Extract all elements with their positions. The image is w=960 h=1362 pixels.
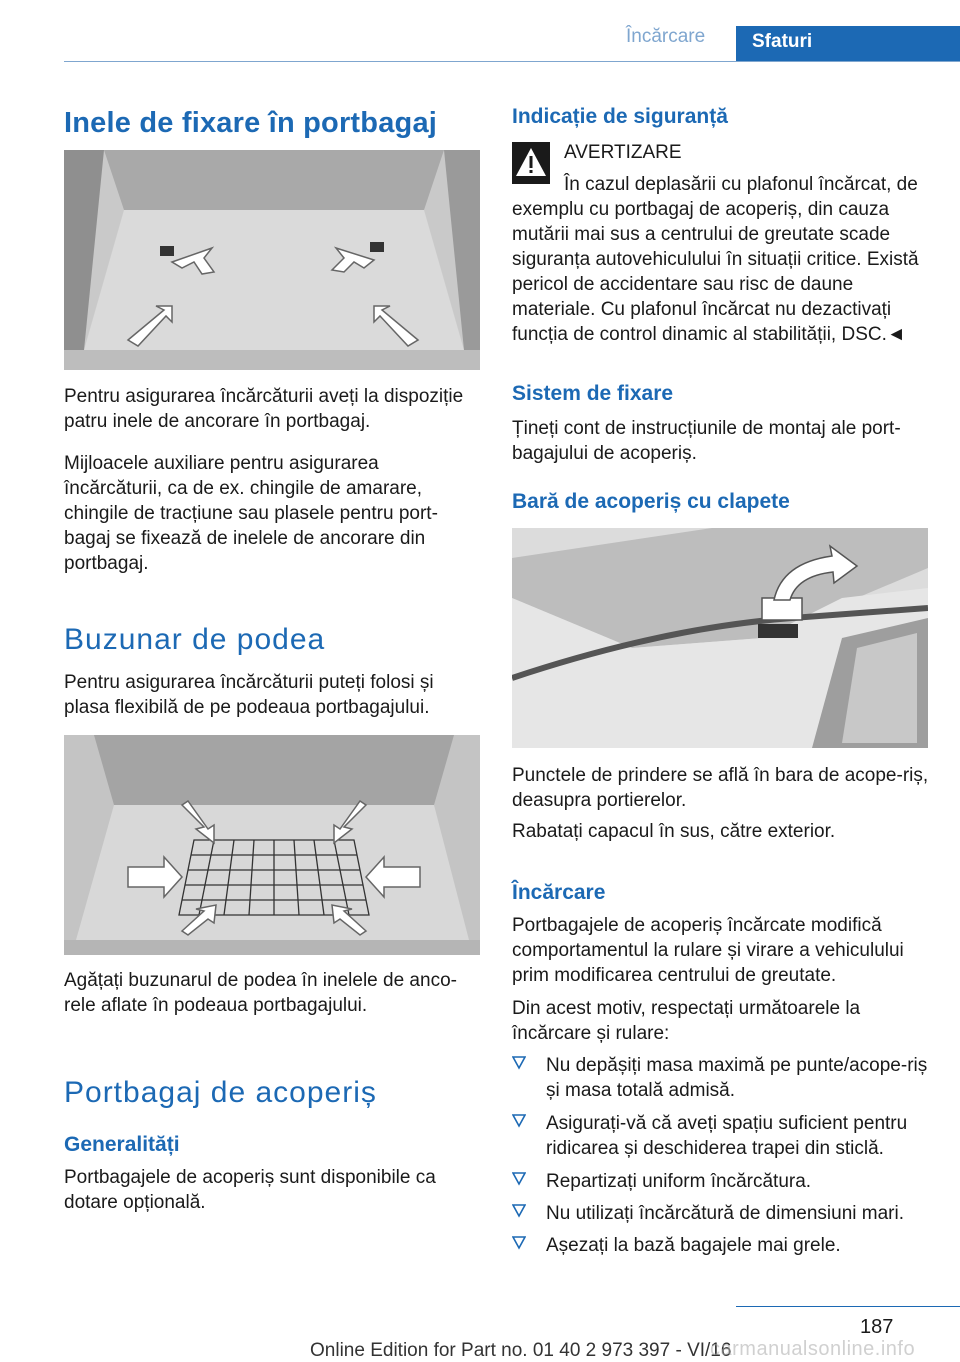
paragraph-loading-2: Din acest motiv, respectați următoarele la încărcare și rulare: <box>512 998 861 1044</box>
page-number: 187 <box>860 1316 894 1338</box>
floor-net-image <box>64 735 480 955</box>
footer-rule <box>736 1306 960 1307</box>
trunk-rings-image <box>64 150 480 370</box>
paragraph-fastening-system: Țineți cont de instrucțiunile de montaj ale port-bagajului de acoperiș. <box>512 418 901 464</box>
warning-text: În cazul deplasării cu plafonul încărcat, de exemplu cu portbagaj de acoperiș, din cauza mutării mai sus a centrului de greutate scade siguranța autovehiculului în situații critice. Există pericol de accidentare sau risc de daune materiale. Cu plafonul încărcat nu dezactivați funcția de control dinamic al stabilității, DSC.◄ <box>512 174 919 345</box>
list-item-text: Repartizați uniform încărcătura. <box>546 1171 812 1192</box>
heading-safety-note: Indicație de siguranță <box>512 105 728 128</box>
triangle-bullet-icon <box>512 1114 526 1128</box>
warning-label: AVERTIZARE <box>564 142 682 163</box>
heading-fastening-system: Sistem de fixare <box>512 382 674 405</box>
watermark-text: carmanualsonline.info <box>710 1338 916 1360</box>
paragraph-loading-1: Portbagajele de acoperiș încărcate modifică comportamentul la rulare și virare a vehiculului prim modificarea centrului de greutate. <box>512 915 904 986</box>
list-item-text: Asigurați-vă că aveți spațiu suficient pentru ridicarea și deschiderea trapei din sticlă. <box>546 1113 908 1159</box>
header-active-tab: Sfaturi <box>736 26 960 62</box>
triangle-bullet-icon <box>512 1172 526 1186</box>
paragraph-attach-points: Punctele de prindere se află în bara de acope-riș, deasupra portierelor. <box>512 765 929 811</box>
heading-roof-rack: Portbagaj de acoperiș <box>64 1076 377 1109</box>
paragraph-rings-intro: Pentru asigurarea încărcăturii aveți la dispoziție patru inele de ancorare în portbagaj. <box>64 386 464 432</box>
heading-roof-bar-flaps: Bară de acoperiș cu clapete <box>512 490 790 513</box>
edition-text: Online Edition for Part no. 01 40 2 973 397 - VI/16 <box>310 1340 732 1361</box>
title-tie-down-rings: Inele de fixare în portbagaj <box>64 107 438 139</box>
heading-floor-pocket: Buzunar de podea <box>64 623 326 656</box>
triangle-bullet-icon <box>512 1204 526 1218</box>
list-item-text: Nu utilizați încărcătură de dimensiuni mari. <box>546 1203 904 1224</box>
paragraph-floor-pocket: Pentru asigurarea încărcăturii puteți folosi și plasa flexibilă de pe podeaua portbagajului. <box>64 672 434 718</box>
heading-loading: Încărcare <box>512 881 606 904</box>
roof-bar-image <box>512 528 928 748</box>
list-item-text: Așezați la bază bagajele mai grele. <box>546 1235 841 1256</box>
triangle-bullet-icon <box>512 1236 526 1250</box>
paragraph-fold-cover: Rabatați capacul în sus, către exterior. <box>512 821 836 842</box>
list-item-text: Nu depășiți masa maximă pe punte/acope-riș și masa totală admisă. <box>546 1055 928 1101</box>
header-section-label: Încărcare <box>626 26 706 47</box>
paragraph-hook-pocket: Agățați buzunarul de podea în inelele de anco-rele aflate în podeaua portbagajului. <box>64 970 457 1016</box>
heading-general: Generalități <box>64 1133 180 1156</box>
triangle-bullet-icon <box>512 1056 526 1070</box>
paragraph-roof-rack-optional: Portbagajele de acoperiș sunt disponibile ca dotare opțională. <box>64 1167 436 1213</box>
header-rule <box>64 61 960 62</box>
paragraph-rings-aids: Mijloacele auxiliare pentru asigurarea încărcăturii, ca de ex. chingile de amarare, chingile de tracțiune sau plasele pentru port-bagaj se fixează de inelele de ancorare din portbagaj. <box>64 453 438 574</box>
